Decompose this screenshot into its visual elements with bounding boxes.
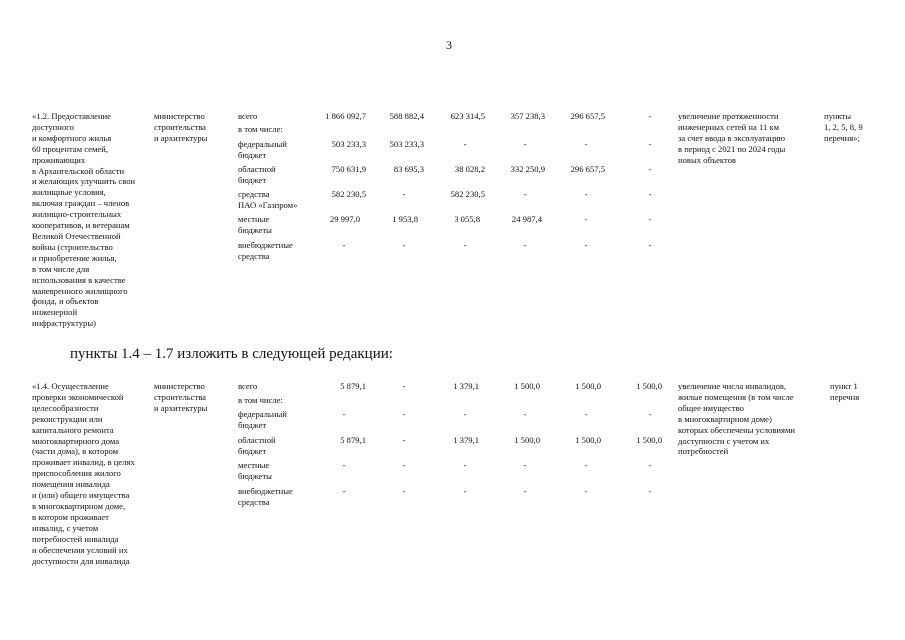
value-cell: 1 866 092,7 <box>325 111 366 121</box>
value-cell: 83 695,3 <box>393 164 424 174</box>
value-cell: 503 233,3 <box>331 139 366 149</box>
value-cell: - <box>648 460 652 470</box>
value-cell: - <box>584 486 588 496</box>
section-heading: пункты 1.4 – 1.7 изложить в следующей редакции: <box>70 346 393 362</box>
value-cell: 588 882,4 <box>389 111 424 121</box>
value-cell: - <box>342 486 346 496</box>
value-cell: - <box>463 409 467 419</box>
value-cell: - <box>648 240 652 250</box>
source-label: всего <box>238 111 258 121</box>
value-cell: - <box>648 486 652 496</box>
value-cell: 1 500,0 <box>636 381 662 391</box>
page-number: 3 <box>446 38 452 52</box>
value-cell: - <box>648 111 652 121</box>
value-cell: - <box>402 381 406 391</box>
value-cell: - <box>648 409 652 419</box>
value-cell: - <box>463 486 467 496</box>
value-cell: - <box>523 240 527 250</box>
source-label: средства ПАО «Газпром» <box>238 189 298 210</box>
value-cell: 1 953,8 <box>392 214 418 224</box>
value-cell: - <box>648 164 652 174</box>
value-cell: - <box>342 240 346 250</box>
source-label: местные бюджеты <box>238 214 272 235</box>
result-1-4: увеличение числа инвалидов, жилые помещения (в том числе общее имущество в многоквартирном доме) которых обеспечены условиями доступности с учетом их потребностей <box>678 381 795 457</box>
value-cell: 332 250,9 <box>510 164 545 174</box>
value-cell: 357 238,3 <box>510 111 545 121</box>
source-label: в том числе: <box>238 395 283 405</box>
value-cell: - <box>342 460 346 470</box>
value-cell: 5 879,1 <box>340 381 366 391</box>
value-cell: - <box>584 139 588 149</box>
value-cell: - <box>402 409 406 419</box>
value-cell: - <box>584 189 588 199</box>
source-label: всего <box>238 381 258 391</box>
value-cell: 296 657,5 <box>570 164 605 174</box>
value-cell: - <box>463 240 467 250</box>
value-cell: 750 631,9 <box>331 164 366 174</box>
source-label: внебюджетные средства <box>238 240 293 261</box>
value-cell: - <box>523 189 527 199</box>
value-cell: - <box>648 214 652 224</box>
value-cell: 623 314,5 <box>450 111 485 121</box>
value-cell: - <box>648 189 652 199</box>
source-label: местные бюджеты <box>238 460 272 481</box>
value-cell: 582 230,5 <box>331 189 366 199</box>
value-cell: - <box>523 460 527 470</box>
value-cell: 29 997,0 <box>329 214 360 224</box>
source-label: федеральный бюджет <box>238 139 287 160</box>
value-cell: 1 500,0 <box>636 435 662 445</box>
value-cell: 1 379,1 <box>453 435 479 445</box>
measure-1-4: «1.4. Осуществление проверки экономической целесообразности реконструкции или капитального ремонта многоквартирного дома (части дома), в котором проживает инвалид, в целях приспособления жилого помещения инвалида и (или) общего имущества в многоквартирном доме, в котором проживает инвалид, с учетом потребностей инвалида и обеспечения условий их доступности для инвалида <box>32 381 135 566</box>
executor-1-4: министерство строительства и архитектуры <box>154 381 208 413</box>
value-cell: 1 500,0 <box>575 435 601 445</box>
value-cell: 1 500,0 <box>514 435 540 445</box>
value-cell: - <box>402 460 406 470</box>
value-cell: - <box>402 486 406 496</box>
value-cell: - <box>584 214 588 224</box>
value-cell: 1 500,0 <box>514 381 540 391</box>
value-cell: 1 379,1 <box>453 381 479 391</box>
value-cell: 1 500,0 <box>575 381 601 391</box>
result-1-2: увеличение протяженности инженерных сетей на 11 км за счет ввода в эксплуатацию в период с 2021 по 2024 годы новых объектов <box>678 111 786 165</box>
value-cell: - <box>463 139 467 149</box>
value-cell: - <box>523 409 527 419</box>
value-cell: - <box>402 435 406 445</box>
source-label: областной бюджет <box>238 435 276 456</box>
value-cell: 503 233,3 <box>389 139 424 149</box>
measure-1-2: «1.2. Предоставление доступного и комфортного жилья 60 процентам семей, проживающих в Архангельской области и желающих улучшить свои жилищные условия, включая граждан – членов жилищно-строительных кооперативов, и ветеранам Великой Отечественной войны (строительство и приобретение жилья, в том числе для использования в качестве маневренного жилищного фонда, и объектов инженерной инфраструктуры) <box>32 111 136 329</box>
value-cell: 3 055,8 <box>454 214 480 224</box>
value-cell: 24 987,4 <box>511 214 542 224</box>
value-cell: 38 028,2 <box>454 164 485 174</box>
value-cell: - <box>402 189 406 199</box>
value-cell: - <box>584 460 588 470</box>
value-cell: - <box>584 240 588 250</box>
source-label: областной бюджет <box>238 164 276 185</box>
value-cell: - <box>402 240 406 250</box>
executor-1-2: министерство строительства и архитектуры <box>154 111 208 143</box>
value-cell: - <box>584 409 588 419</box>
value-cell: - <box>523 139 527 149</box>
source-label: федеральный бюджет <box>238 409 287 430</box>
value-cell: 582 230,5 <box>450 189 485 199</box>
source-label: внебюджетные средства <box>238 486 293 507</box>
value-cell: - <box>463 460 467 470</box>
value-cell: - <box>342 409 346 419</box>
value-cell: 296 657,5 <box>570 111 605 121</box>
value-cell: - <box>648 139 652 149</box>
source-label: в том числе: <box>238 124 283 134</box>
points-1-4: пункт 1 перечня <box>830 381 860 402</box>
points-1-2: пункты 1, 2, 5, 8, 9 перечня»; <box>824 111 863 143</box>
value-cell: - <box>523 486 527 496</box>
value-cell: 5 879,1 <box>340 435 366 445</box>
